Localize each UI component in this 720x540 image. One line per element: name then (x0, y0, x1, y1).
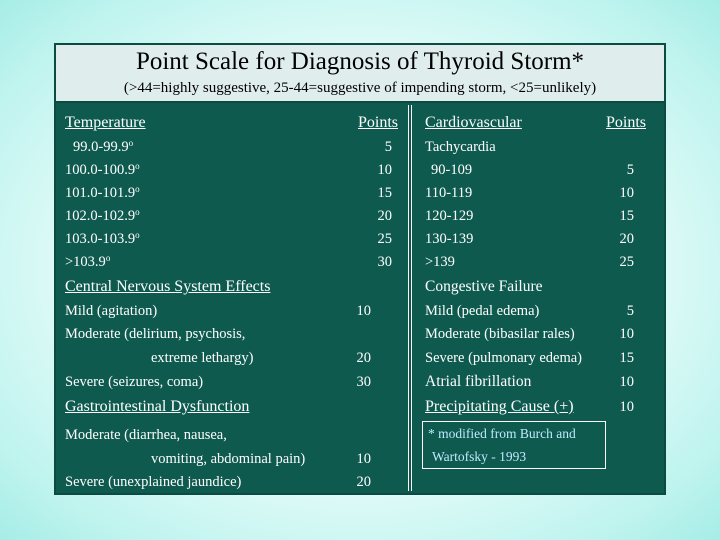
cns-label: extreme lethargy) (151, 350, 254, 366)
afib-label: Atrial fibrillation (425, 373, 532, 390)
degree-mark: o (135, 184, 140, 194)
degree-mark: o (135, 161, 140, 171)
footnote-line-2: Wartofsky - 1993 (432, 449, 527, 464)
degree-mark: o (135, 230, 140, 240)
footnote-box (422, 421, 606, 469)
gi-header: Gastrointestinal Dysfunction (65, 398, 250, 415)
table-row (65, 137, 398, 157)
cns-label: Moderate (delirium, psychosis, (65, 326, 246, 342)
temperature-header-row (65, 113, 398, 133)
table-row (65, 183, 398, 203)
cns-points: 30 (356, 374, 371, 390)
table-row (425, 397, 646, 417)
points-header-right: Points (605, 114, 646, 131)
table-row (65, 449, 398, 469)
temp-points: 10 (377, 162, 392, 178)
temp-range: 100.0-100.9 (65, 162, 136, 178)
gi-label: Moderate (diarrhea, nausea, (65, 427, 227, 443)
degree-mark: o (135, 207, 140, 217)
tachycardia-label: Tachycardia (425, 139, 496, 155)
gi-label: vomiting, abdominal pain) (151, 451, 306, 467)
gi-header-row (65, 397, 398, 417)
cns-header-row (65, 277, 398, 297)
table-row (65, 472, 398, 492)
table-row (65, 160, 398, 180)
table-row (65, 372, 398, 392)
table-row (65, 229, 398, 249)
column-divider (411, 105, 412, 491)
afib-points: 10 (619, 374, 634, 390)
chf-points: 5 (626, 303, 634, 319)
gi-points: 10 (356, 451, 371, 467)
degree-mark: o (128, 138, 134, 148)
hr-points: 20 (619, 231, 634, 247)
gi-points: 20 (356, 474, 371, 490)
title-box (56, 45, 664, 103)
table-row (425, 137, 646, 157)
cns-points: 10 (356, 303, 371, 319)
temp-range: 102.0-102.9 (65, 208, 136, 224)
cns-header: Central Nervous System Effects (65, 278, 271, 295)
points-header-left: Points (357, 114, 398, 131)
temp-range: 103.0-103.9 (65, 231, 136, 247)
precipitating-cause-label: Precipitating Cause (+) (425, 398, 574, 415)
hr-range: 120-129 (425, 208, 474, 224)
temp-points: 20 (377, 208, 392, 224)
chf-label: Mild (pedal edema) (425, 303, 540, 319)
hr-points: 15 (619, 208, 634, 224)
chf-points: 10 (619, 326, 634, 342)
hr-range: 130-139 (425, 231, 474, 247)
table-row (65, 206, 398, 226)
cns-label: Mild (agitation) (65, 303, 158, 319)
table-row (425, 160, 646, 180)
table-row (65, 348, 398, 368)
chf-points: 15 (619, 350, 634, 366)
table-row (425, 348, 646, 368)
slide-frame (54, 43, 666, 495)
slide-title: Point Scale for Diagnosis of Thyroid Storm* (135, 48, 585, 75)
hr-points: 10 (619, 185, 634, 201)
chf-header: Congestive Failure (425, 278, 543, 295)
temp-range: 101.0-101.9 (65, 185, 136, 201)
cns-points: 20 (356, 350, 371, 366)
table-row (65, 425, 398, 445)
table-row (425, 229, 646, 249)
cns-label: Severe (seizures, coma) (65, 374, 204, 390)
table-row (425, 372, 646, 392)
temp-points: 5 (384, 139, 392, 155)
precipitating-cause-points: 10 (619, 399, 634, 415)
temp-range: 99.0-99.9 (73, 139, 129, 155)
table-row (65, 301, 398, 321)
chf-label: Moderate (bibasilar rales) (425, 326, 575, 342)
hr-range: >139 (425, 254, 455, 270)
column-divider (408, 105, 409, 491)
temp-range: >103.9 (65, 254, 106, 270)
temp-points: 15 (377, 185, 392, 201)
degree-mark: o (105, 253, 111, 263)
hr-range: 90-109 (431, 162, 473, 178)
footnote-line-1: * modified from Burch and (428, 426, 576, 441)
table-row (65, 252, 398, 272)
chf-header-row (425, 277, 646, 297)
table-row (425, 301, 646, 321)
cardio-header: Cardiovascular (425, 114, 522, 131)
table-row (425, 252, 646, 272)
chf-label: Severe (pulmonary edema) (425, 350, 583, 366)
slide-subtitle: (>44=highly suggestive, 25-44=suggestive of impending storm, <25=unlikely) (123, 80, 597, 96)
table-row (425, 183, 646, 203)
table-row (425, 206, 646, 226)
cardio-header-row (425, 113, 646, 133)
hr-range: 110-119 (425, 185, 473, 201)
table-row (65, 324, 398, 344)
hr-points: 5 (626, 162, 634, 178)
hr-points: 25 (619, 254, 634, 270)
temperature-header: Temperature (65, 114, 146, 131)
temp-points: 25 (377, 231, 392, 247)
table-row (425, 324, 646, 344)
temp-points: 30 (377, 254, 392, 270)
left-panel (65, 111, 398, 491)
gi-label: Severe (unexplained jaundice) (65, 474, 242, 490)
